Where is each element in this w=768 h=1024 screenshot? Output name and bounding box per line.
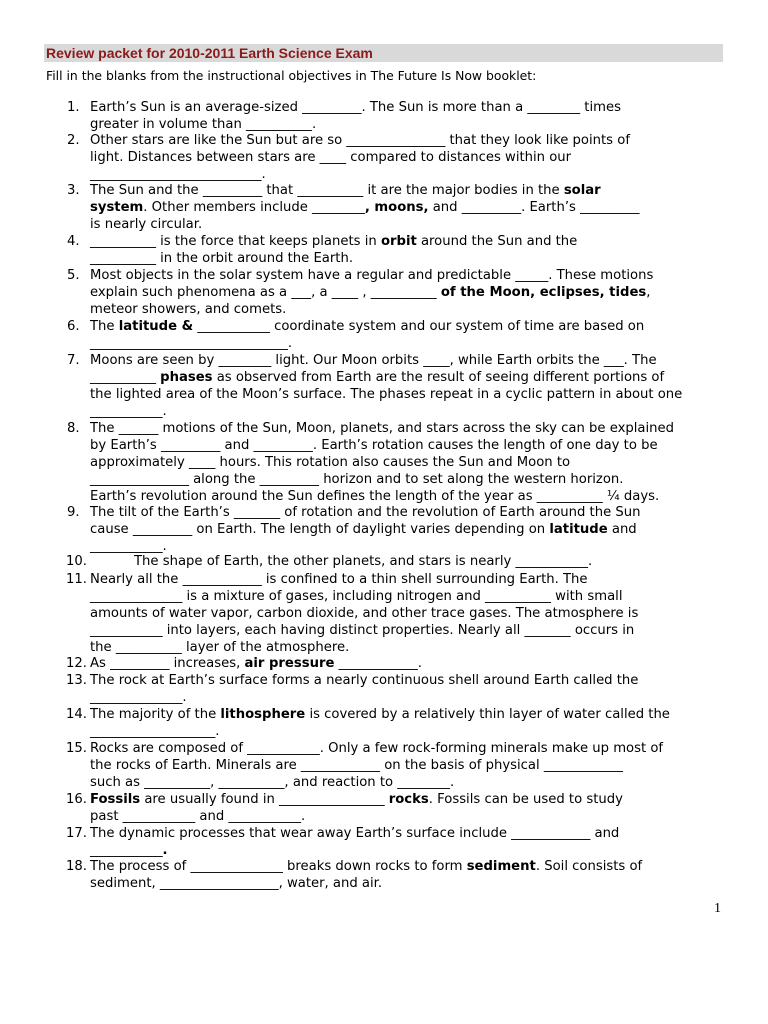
question-line: ______________. [90, 690, 187, 705]
question-line: sediment, __________________, water, and air. [90, 876, 383, 891]
question-number: 18. [66, 859, 87, 874]
question-line: the __________ layer of the atmosphere. [90, 640, 350, 655]
question-number: 10. [66, 554, 87, 569]
question-line: __________ phases as observed from Earth are the result of seeing different portions of [90, 370, 665, 385]
question-line: The tilt of the Earth’s _______ of rotation and the revolution of Earth around the Sun [90, 505, 641, 520]
instructions: Fill in the blanks from the instructional objectives in The Future Is Now booklet: [46, 68, 537, 83]
question-line: system. Other members include ________, moons, and _________. Earth’s _________ [90, 200, 640, 215]
question-line: the lighted area of the Moon’s surface. The phases repeat in a cyclic pattern in about one [90, 387, 683, 402]
question-line: The dynamic processes that wear away Earth’s surface include ____________ and [90, 826, 620, 841]
question-line: As _________ increases, air pressure ____________. [90, 656, 422, 671]
question-line: is nearly circular. [90, 217, 203, 232]
question-line: the rocks of Earth. Minerals are ____________ on the basis of physical ____________ [90, 758, 623, 773]
question-line: The process of ______________ breaks down rocks to form sediment. Soil consists of [90, 859, 643, 874]
question-line: ___________. [90, 843, 168, 858]
question-line: ___________. [90, 404, 167, 419]
question-line: The majority of the lithosphere is covered by a relatively thin layer of water called the [90, 707, 670, 722]
question-line: The ______ motions of the Sun, Moon, planets, and stars across the sky can be explained [90, 421, 674, 436]
question-number: 13. [66, 673, 87, 688]
page-title: Review packet for 2010-2011 Earth Science Exam [46, 45, 373, 61]
question-line: Other stars are like the Sun but are so _______________ that they look like points of [90, 133, 630, 148]
question-number: 14. [66, 707, 87, 722]
question-line: cause _________ on Earth. The length of daylight varies depending on latitude and [90, 522, 637, 537]
question-line: The Sun and the _________ that __________ it are the major bodies in the solar [90, 183, 601, 198]
question-line: __________ in the orbit around the Earth. [90, 251, 354, 266]
title-bar [44, 44, 723, 62]
question-number: 6. [67, 319, 80, 334]
question-number: 5. [67, 268, 80, 283]
question-line: ___________ into layers, each having distinct properties. Nearly all _______ occurs in [90, 623, 635, 638]
question-line: __________ is the force that keeps planets in orbit around the Sun and the [90, 234, 578, 249]
question-line: Earth’s revolution around the Sun defines the length of the year as __________ ¼ days. [90, 489, 660, 504]
question-line: ___________. [90, 539, 167, 554]
page-number: 1 [714, 901, 721, 916]
question-line: The rock at Earth’s surface forms a nearly continuous shell around Earth called the [90, 673, 639, 688]
question-line: explain such phenomena as a ___, a ____ , __________ of the Moon, eclipses, tides, [90, 285, 651, 300]
question-number: 1. [67, 100, 80, 115]
question-number: 16. [66, 792, 87, 807]
question-line: Most objects in the solar system have a regular and predictable _____. These motions [90, 268, 654, 283]
question-number: 11. [66, 572, 87, 587]
question-number: 15. [66, 741, 87, 756]
question-line: approximately ____ hours. This rotation also causes the Sun and Moon to [90, 455, 571, 470]
question-number: 17. [66, 826, 87, 841]
question-number: 8. [67, 421, 80, 436]
question-line: Moons are seen by ________ light. Our Moon orbits ____, while Earth orbits the ___. The [90, 353, 657, 368]
question-line: such as __________, __________, and reaction to ________. [90, 775, 455, 790]
question-line: The latitude & ___________ coordinate system and our system of time are based on [90, 319, 645, 334]
question-line: ___________________. [90, 724, 220, 739]
question-line: light. Distances between stars are ____ compared to distances within our [90, 150, 572, 165]
question-line: _______________ along the _________ horizon and to set along the western horizon. [90, 472, 624, 487]
question-line: meteor showers, and comets. [90, 302, 287, 317]
question-number: 3. [67, 183, 80, 198]
question-number: 7. [67, 353, 80, 368]
question-line: Fossils are usually found in ________________ rocks. Fossils can be used to study [90, 792, 623, 807]
question-line: The shape of Earth, the other planets, and stars is nearly ___________. [134, 554, 593, 569]
question-line: Nearly all the ____________ is confined to a thin shell surrounding Earth. The [90, 572, 588, 587]
question-line: amounts of water vapor, carbon dioxide, and other trace gases. The atmosphere is [90, 606, 639, 621]
question-number: 2. [67, 133, 80, 148]
question-line: ______________ is a mixture of gases, including nitrogen and __________ with small [90, 589, 623, 604]
question-line: past ___________ and ___________. [90, 809, 306, 824]
question-line: greater in volume than __________. [90, 117, 317, 132]
question-line: Rocks are composed of ___________. Only a few rock-forming minerals make up most of [90, 741, 664, 756]
question-number: 12. [66, 656, 87, 671]
question-number: 4. [67, 234, 80, 249]
question-line: __________________________. [90, 167, 266, 182]
question-line: ______________________________. [90, 336, 293, 351]
question-line: by Earth’s _________ and _________. Earth’s rotation causes the length of one day to be [90, 438, 658, 453]
question-number: 9. [67, 505, 80, 520]
question-line: Earth’s Sun is an average-sized _________. The Sun is more than a ________ times [90, 100, 621, 115]
